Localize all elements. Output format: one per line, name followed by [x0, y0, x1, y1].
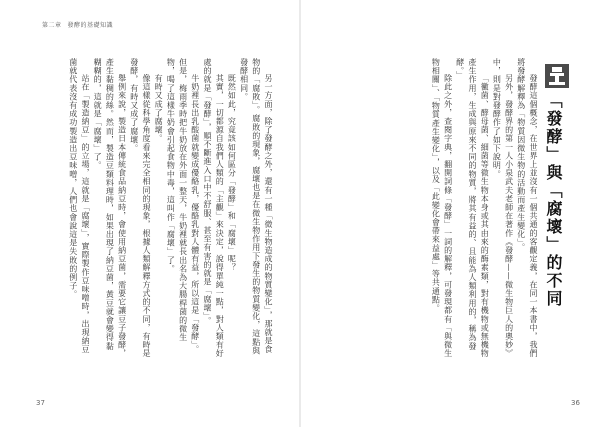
paragraph: 牛奶裡長出乳酸菌就變成優酪乳，優酪乳對人體有益，所以這是「發酵」。但是，梅雨季時把牛奶放在外面一整天，牛奶裡就長出名為大腸桿菌的微生物，喝了這樣牛奶會引起食物中毒，這叫作「腐壞」了。: [166, 58, 200, 354]
section-title: 「發酵」與「腐壞」的不同: [544, 92, 563, 308]
page-number-left: 37: [36, 399, 45, 407]
paragraph: 另一方面，除了發酵之外，還有一種「微生物造成的物質變化」，那就是食物的「腐敗」。腐敗的現象，腐壞也是在微生物作用下發生的物質變化，這點與發酵相同。: [239, 58, 273, 355]
paragraph: 「黴菌、酵母菌、細菌等微生物本身或其由來的酶素類，對有機物或無機物產生作用，生成與原來不同的物質，將其有益的、且能為人類利用的，稱為發酵。」: [455, 58, 490, 358]
paragraph: 站在「製造納豆」的立場，這就是「腐壞」，實際製作豆味噌時，出現納豆菌就代表沒有成功製造出豆味噌，人們也會說這是失敗的例子。: [68, 58, 90, 354]
paragraph: 其實，一切都源自我們人類的「主觀」來決定，說得單純一點，對人類有好處的就是「發酵」，順不斷進入口中不舒服、甚至有害的就是「腐壞」。: [202, 58, 225, 358]
running-head: [42, 20, 113, 29]
running-head-title: 發酵的基礎知識: [67, 22, 114, 29]
pen-ink-icon: [544, 63, 570, 89]
paragraph: 除此之外，查閱字典，翻開詞條「發酵」一詞的解釋，可發現都有「與微生物相關」、「物質產生變化」，以及「此變化會帶來益處」等共通點。: [431, 58, 453, 358]
right-body-text: [345, 58, 539, 358]
paragraph: 舉例來說，製造日本傳統食品納豆時，會使用納豆菌，需要它讓豆子發酵，產生黏稠的絲。然而，製造豆類料理時，如果出現了納豆菌，黃豆就會變得黏糊糊的，這就是「腐壞」了。: [93, 58, 127, 358]
paragraph: 有時又成了腐壞。: [154, 74, 164, 143]
page-number-right: 36: [571, 399, 580, 407]
paragraph: 發酵這個概念，在世界上並沒有一個共通的客觀定義，在同一本書中，我們將發酵解釋為「物質因微生物的活動而產生變化」。: [516, 58, 538, 358]
right-page: [301, 0, 600, 427]
left-page: [0, 0, 299, 427]
left-body-text: [58, 58, 274, 358]
paragraph: 另外，發酵界的第一人小泉武夫老師在著作《發酵——微生物巨人的奧妙》中，則是對發酵作了如下說明。: [492, 58, 514, 358]
paragraph: 既然如此，究竟該如何區分「發酵」和「腐壞」呢？: [227, 74, 237, 272]
running-head-chapter: 第二章: [42, 22, 62, 29]
paragraph: 像這樣從科學角度看來完全相同的現象，根據人類解釋方式的不同，有時是發酵，有時又成了腐壞。: [129, 58, 151, 358]
